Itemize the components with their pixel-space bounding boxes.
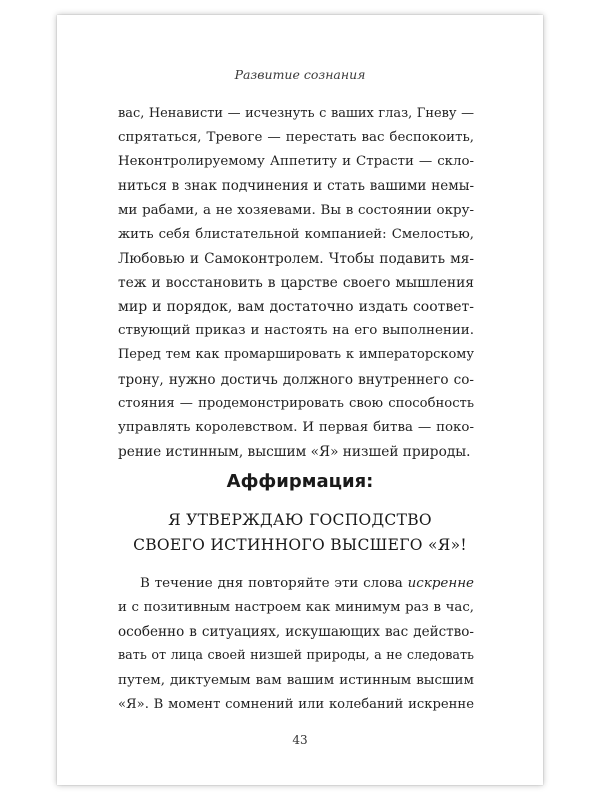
text-line [118,572,474,596]
affirmation-block [57,508,543,558]
text-line: особенно в ситуациях, искушающих вас действо- [118,624,474,641]
text-line: трону, нужно достичь должного внутреннего со- [118,371,474,388]
text-line: рение истинным, высшим «Я» низшей природы. [118,443,471,460]
text-line: «Я». В момент сомнений или колебаний искренне [118,696,474,712]
book-page [57,15,543,785]
text-line: стояния — продемонстрировать свою способность [118,395,474,411]
text-line: Неконтролируемому Аппетиту и Страсти — скло- [118,154,474,170]
text-line: путем, диктуемым вам вашим истинным высшим [118,672,474,688]
text-line: Любовью и Самоконтролем. Чтобы подавить мя- [118,250,474,267]
text-line: спрятаться, Тревоге — перестать вас беспокоить, [118,130,474,146]
text-line: ниться в знак подчинения и стать вашими немы- [118,178,474,195]
text-line: теж и восстановить в царстве своего мышления [118,274,474,291]
text-line: ми рабами, а не хозяевами. Вы в состоянии окру- [118,202,474,218]
text-line: вас, Ненависти — исчезнуть с ваших глаз, Гневу — [118,106,474,121]
text-line: ствующий приказ и настоять на его выполнении. [118,323,474,339]
text-line: жить себя блистательной компанией: Смелостью, [118,226,474,242]
paragraph-1 [118,102,474,464]
paragraph-2 [118,572,474,717]
text-line: управлять королевством. И первая битва — поко- [118,419,474,435]
running-head: Развитие сознания [234,67,366,82]
section-heading: Аффирмация: [226,471,374,492]
italic-word: искренне [407,576,474,591]
text-span: В течение дня повторяйте эти слова [140,576,408,591]
affirmation-line: Я УТВЕРЖДАЮ ГОСПОДСТВО [168,511,432,529]
text-line: вать от лица своей низшей природы, а не следовать [118,648,474,664]
affirmation-line: СВОЕГО ИСТИННОГО ВЫСШЕГО «Я»! [133,536,467,554]
text-line: мир и порядок, вам достаточно издать соответ- [118,299,474,316]
text-line: и с позитивным настроем как минимум раз в час, [118,600,474,616]
text-line: Перед тем как промаршировать к императорскому [118,347,474,363]
page-number: 43 [292,733,308,747]
